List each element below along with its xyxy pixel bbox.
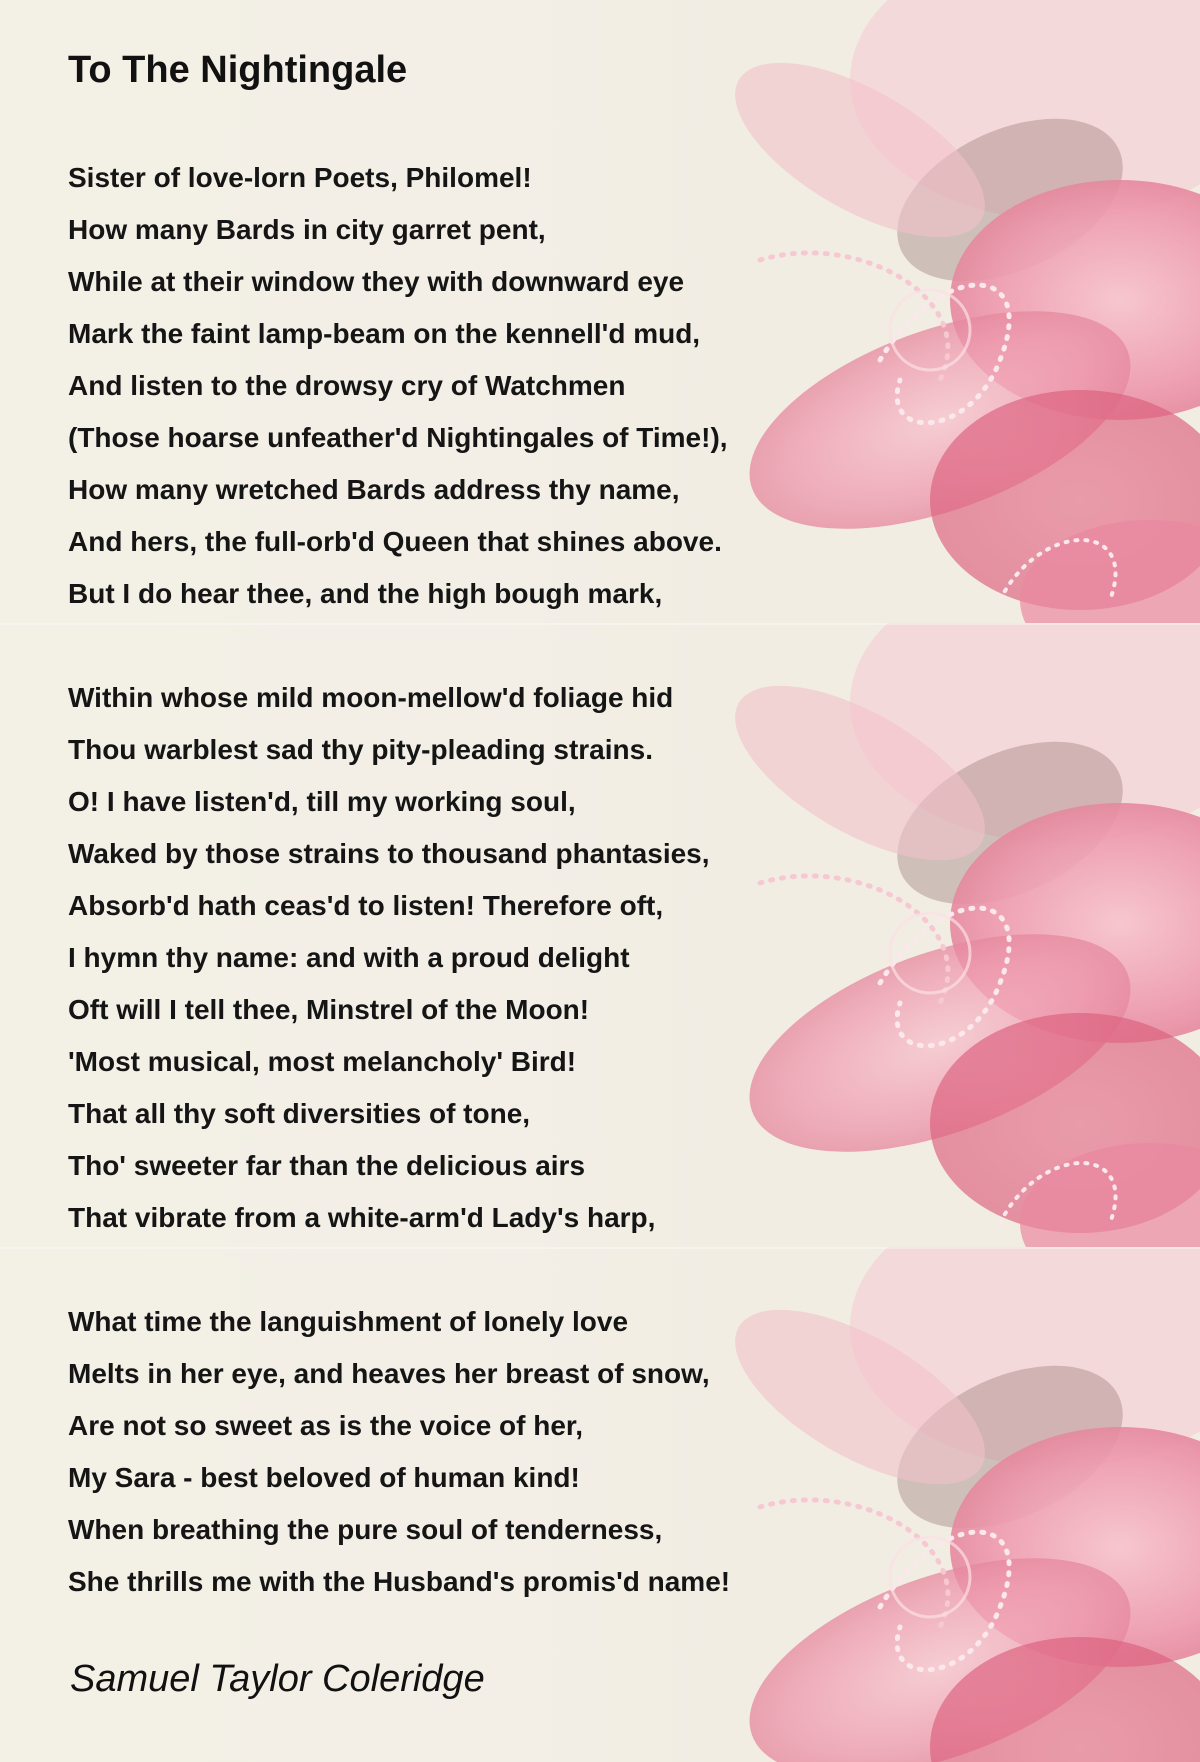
poem-line: What time the languishment of lonely love — [68, 1306, 629, 1337]
poem-line: Are not so sweet as is the voice of her, — [68, 1410, 584, 1441]
poem-line: And listen to the drowsy cry of Watchmen — [68, 370, 626, 401]
stanza — [68, 672, 710, 1244]
poem-line: Melts in her eye, and heaves her breast of snow, — [68, 1358, 710, 1389]
poem-line: Within whose mild moon-mellow'd foliage hid — [68, 682, 674, 713]
poem-line: How many wretched Bards address thy name, — [68, 474, 680, 505]
poem-title: To The Nightingale — [68, 49, 408, 91]
poem-line: Sister of love-lorn Poets, Philomel! — [68, 162, 532, 193]
poem-line: That vibrate from a white-arm'd Lady's harp, — [68, 1202, 656, 1233]
stanza — [68, 1296, 730, 1608]
poem-line: 'Most musical, most melancholy' Bird! — [68, 1046, 577, 1077]
poem-author: Samuel Taylor Coleridge — [70, 1658, 485, 1700]
poem-line: While at their window they with downward eye — [68, 266, 685, 297]
poem-line: Waked by those strains to thousand phantasies, — [68, 838, 710, 869]
poem-line: When breathing the pure soul of tenderness, — [68, 1514, 663, 1545]
poem-line: Oft will I tell thee, Minstrel of the Moon! — [68, 994, 590, 1025]
poem-line: My Sara - best beloved of human kind! — [68, 1462, 580, 1493]
poem-line: Tho' sweeter far than the delicious airs — [68, 1150, 586, 1181]
stanza — [68, 152, 728, 620]
poem-line: That all thy soft diversities of tone, — [68, 1098, 531, 1129]
poem-line: O! I have listen'd, till my working soul, — [68, 786, 576, 817]
poem-line: Thou warblest sad thy pity-pleading strains. — [68, 734, 653, 765]
poem-line: (Those hoarse unfeather'd Nightingales of Time!), — [68, 422, 728, 453]
poem-line: I hymn thy name: and with a proud delight — [68, 942, 630, 973]
poem-line: How many Bards in city garret pent, — [68, 214, 546, 245]
poem-line: Absorb'd hath ceas'd to listen! Therefore oft, — [68, 890, 664, 921]
poem-line: But I do hear thee, and the high bough mark, — [68, 578, 663, 609]
poem-line: Mark the faint lamp-beam on the kennell'd mud, — [68, 318, 701, 349]
poem-line: And hers, the full-orb'd Queen that shines above. — [68, 526, 722, 557]
poem-line: She thrills me with the Husband's promis'd name! — [68, 1566, 731, 1597]
